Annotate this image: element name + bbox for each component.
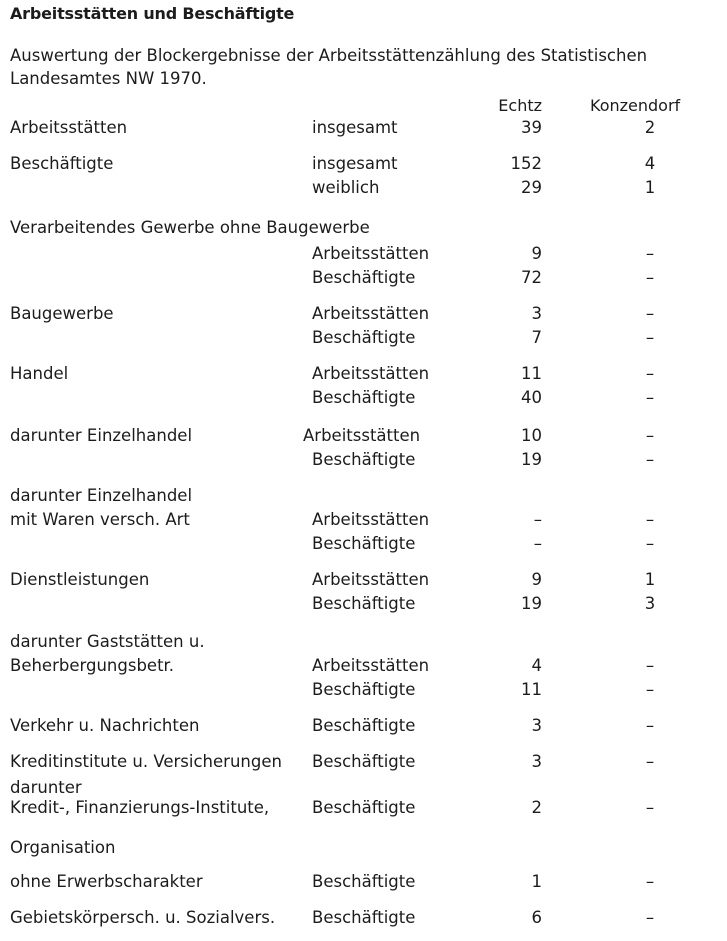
- value-echtz: –: [533, 510, 542, 529]
- row-sublabel: Beschäftigte: [312, 716, 416, 735]
- row-sublabel: weiblich: [312, 178, 380, 197]
- row-sublabel: Arbeitsstätten: [312, 570, 430, 589]
- row-label: Gebietskörpersch. u. Sozialvers.: [10, 908, 276, 927]
- value-konzendorf: –: [645, 872, 655, 891]
- row-sublabel: Beschäftigte: [312, 798, 416, 817]
- row-label: Beschäftigte: [10, 154, 114, 173]
- value-echtz: 10: [521, 426, 542, 445]
- row-label: darunter Gaststätten u.: [10, 632, 205, 651]
- row-label: ohne Erwerbscharakter: [10, 872, 203, 891]
- row-label: Verkehr u. Nachrichten: [10, 716, 200, 735]
- row-sublabel: Arbeitsstätten: [312, 510, 430, 529]
- row-label: darunter: [10, 778, 82, 797]
- value-konzendorf: –: [645, 304, 655, 323]
- value-echtz: 72: [521, 268, 542, 287]
- value-konzendorf: –: [645, 328, 655, 347]
- value-echtz: 3: [531, 716, 542, 735]
- row-label: Arbeitsstätten: [10, 118, 128, 137]
- value-konzendorf: –: [645, 268, 655, 287]
- value-konzendorf: –: [645, 244, 655, 263]
- value-konzendorf: –: [645, 908, 655, 927]
- row-sublabel: insgesamt: [312, 154, 398, 173]
- row-sublabel: Arbeitsstätten: [312, 244, 430, 263]
- row-label: Baugewerbe: [10, 304, 114, 323]
- intro-text: Auswertung der Blockergebnisse der Arbeitsstättenzählung des Statistischen Landesamtes NW 1970.: [10, 46, 648, 88]
- row-label: Kredit-, Finanzierungs-Institute,: [10, 798, 270, 817]
- value-konzendorf: –: [645, 534, 655, 553]
- row-sublabel: Beschäftigte: [312, 908, 416, 927]
- row-sublabel: Arbeitsstätten: [312, 656, 430, 675]
- value-konzendorf: –: [645, 388, 655, 407]
- row-sublabel: Beschäftigte: [312, 328, 416, 347]
- row-sublabel: insgesamt: [312, 118, 398, 137]
- value-echtz: 4: [531, 656, 542, 675]
- value-konzendorf: –: [645, 798, 655, 817]
- value-echtz: 40: [521, 388, 542, 407]
- row-sublabel: Beschäftigte: [312, 388, 416, 407]
- value-echtz: 29: [521, 178, 542, 197]
- value-echtz: 3: [531, 752, 542, 771]
- document-title: Arbeitsstätten und Beschäftigte: [10, 4, 295, 23]
- row-sublabel: Beschäftigte: [312, 680, 416, 699]
- value-konzendorf: –: [645, 364, 655, 383]
- row-label: Organisation: [10, 838, 116, 857]
- row-sublabel: Beschäftigte: [312, 594, 416, 613]
- row-label: Handel: [10, 364, 69, 383]
- value-echtz: 11: [521, 364, 542, 383]
- value-echtz: 2: [531, 798, 542, 817]
- value-echtz: 1: [531, 872, 542, 891]
- value-konzendorf: 4: [644, 154, 656, 173]
- row-sublabel: Beschäftigte: [312, 872, 416, 891]
- value-echtz: 3: [531, 304, 542, 323]
- row-label: mit Waren versch. Art: [10, 510, 190, 529]
- row-sublabel: Arbeitsstätten: [312, 364, 430, 383]
- row-sublabel: Arbeitsstätten: [312, 304, 430, 323]
- value-konzendorf: 1: [644, 178, 656, 197]
- row-label: Dienstleistungen: [10, 570, 150, 589]
- value-echtz: 19: [521, 594, 542, 613]
- row-label: darunter Einzelhandel: [10, 486, 193, 505]
- value-echtz: 39: [521, 118, 542, 137]
- row-label: Verarbeitendes Gewerbe ohne Baugewerbe: [10, 218, 370, 237]
- value-konzendorf: 3: [644, 594, 656, 613]
- value-echtz: 7: [531, 328, 542, 347]
- value-echtz: 19: [521, 450, 542, 469]
- value-echtz: 9: [531, 244, 542, 263]
- value-konzendorf: –: [645, 716, 655, 735]
- value-konzendorf: –: [645, 450, 655, 469]
- row-label: darunter Einzelhandel: [10, 426, 193, 445]
- value-konzendorf: –: [645, 752, 655, 771]
- row-sublabel: Beschäftigte: [312, 450, 416, 469]
- value-echtz: 152: [510, 154, 542, 173]
- row-sublabel: Beschäftigte: [312, 268, 416, 287]
- row-label: Kreditinstitute u. Versicherungen: [10, 752, 282, 771]
- value-konzendorf: –: [645, 656, 655, 675]
- value-konzendorf: 2: [644, 118, 656, 137]
- value-echtz: 9: [531, 570, 542, 589]
- value-konzendorf: 1: [644, 570, 656, 589]
- row-label: Beherbergungsbetr.: [10, 656, 175, 675]
- column-header-echtz: Echtz: [498, 96, 542, 115]
- row-sublabel: Arbeitsstätten: [303, 426, 421, 445]
- value-echtz: 6: [531, 908, 542, 927]
- value-konzendorf: –: [645, 426, 655, 445]
- value-echtz: –: [533, 534, 542, 553]
- row-sublabel: Beschäftigte: [312, 752, 416, 771]
- value-konzendorf: –: [645, 510, 655, 529]
- value-konzendorf: –: [645, 680, 655, 699]
- column-header-konzendorf: Konzendorf: [590, 96, 681, 115]
- row-sublabel: Beschäftigte: [312, 534, 416, 553]
- value-echtz: 11: [521, 680, 542, 699]
